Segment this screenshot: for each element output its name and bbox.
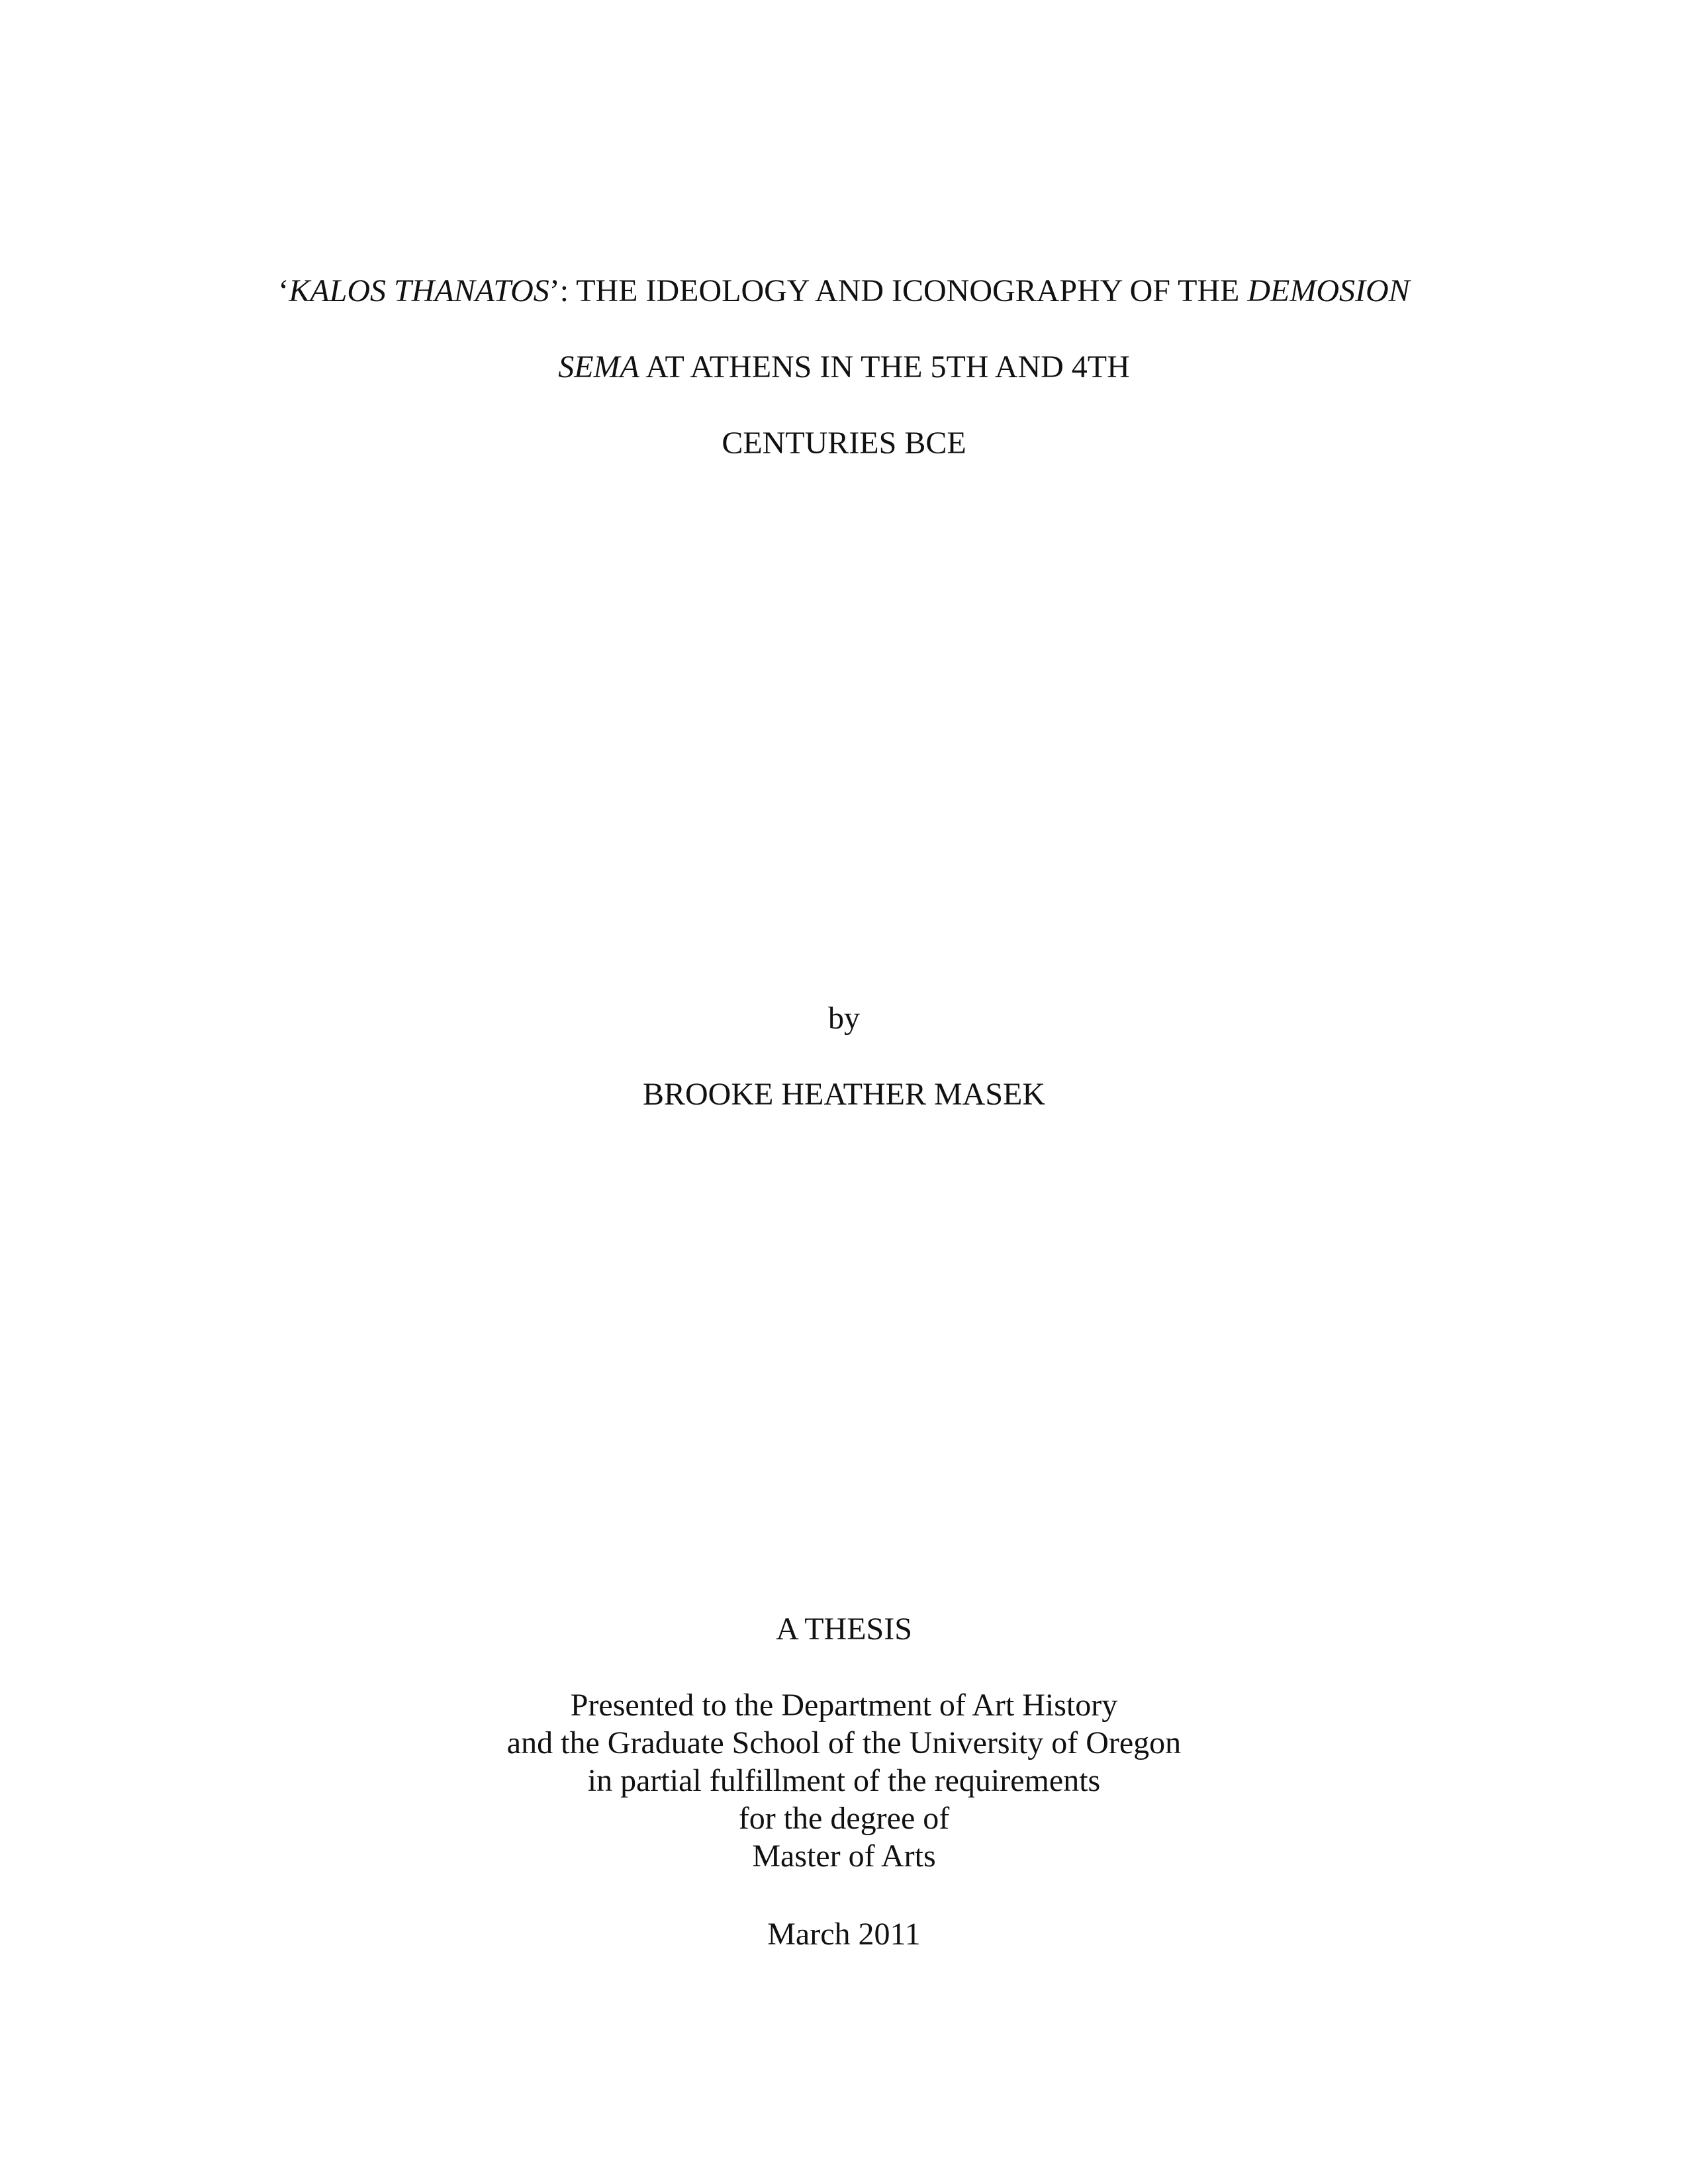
title-demosion: DEMOSION <box>1247 273 1410 308</box>
submission-date: March 2011 <box>767 1917 921 1952</box>
title-kalos-thanatos: KALOS THANATOS <box>289 273 549 308</box>
presented-line-2: and the Graduate School of the University of Oregon <box>506 1725 1182 1760</box>
title-line-3: CENTURIES BCE <box>722 426 966 461</box>
title-line-1 <box>0 272 1688 310</box>
presented-line-1: Presented to the Department of Art History <box>570 1688 1118 1723</box>
presented-line-5: Master of Arts <box>752 1839 936 1874</box>
document-type: A THESIS <box>776 1612 912 1647</box>
presented-line-4: for the degree of <box>738 1801 950 1836</box>
by-label: by <box>828 1001 860 1036</box>
author-name: BROOKE HEATHER MASEK <box>642 1077 1045 1112</box>
title-sema: SEMA <box>558 349 639 385</box>
presented-line-3: in partial fulfillment of the requirements <box>587 1763 1101 1798</box>
title-line-1-text: ’: THE IDEOLOGY AND ICONOGRAPHY OF THE <box>549 273 1248 308</box>
title-line-2-text: AT ATHENS IN THE 5TH AND 4TH <box>639 349 1130 385</box>
title-line-2 <box>0 348 1688 387</box>
title-open-quote: ‘ <box>278 273 289 308</box>
presented-block <box>0 1686 1688 1875</box>
